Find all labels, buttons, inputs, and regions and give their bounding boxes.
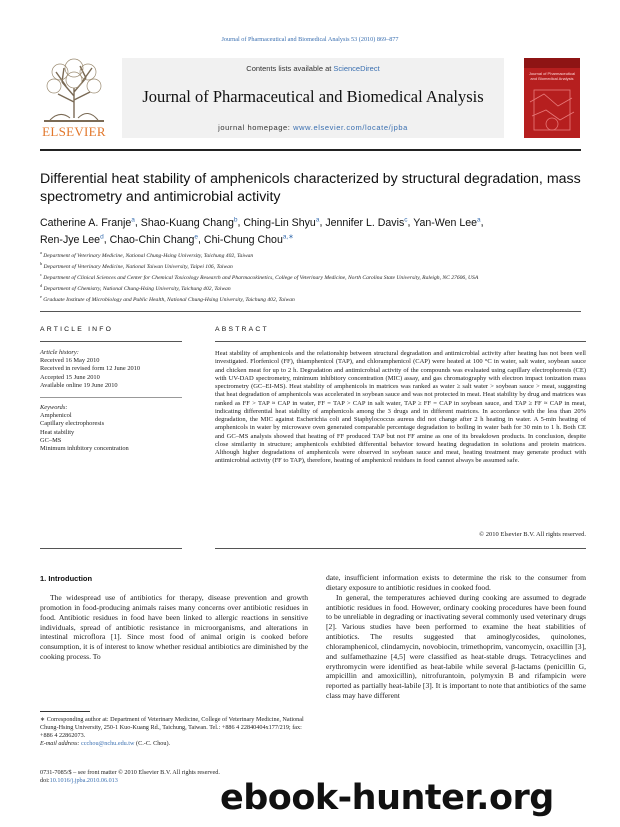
author[interactable] bbox=[325, 217, 407, 229]
elsevier-wordmark[interactable]: ELSEVIER bbox=[42, 124, 106, 139]
contents-prefix: Contents lists available at bbox=[246, 64, 334, 73]
email-link[interactable]: ccchou@nchu.edu.tw bbox=[81, 740, 135, 747]
masthead-panel bbox=[122, 58, 504, 138]
history-item: Accepted 15 June 2010 bbox=[40, 373, 100, 381]
article-title: Differential heat stability of amphenicols characterized by structural degradation, mass spectrometry and antimicrobial activity bbox=[40, 171, 581, 206]
article-info-heading: ARTICLE INFO bbox=[40, 326, 114, 333]
affiliation-text: Department of Chemistry, National Chung-Hsing University, Taichung 402, Taiwan bbox=[43, 286, 231, 293]
affiliation-mark: a bbox=[40, 250, 42, 255]
header-rule bbox=[40, 149, 581, 151]
affiliation-item bbox=[40, 249, 581, 260]
corresponding-author-footnote bbox=[40, 716, 310, 748]
author[interactable] bbox=[413, 217, 480, 229]
cover-artwork bbox=[524, 58, 580, 138]
divider bbox=[215, 548, 586, 549]
doi-link[interactable]: 10.1016/j.jpba.2010.06.013 bbox=[49, 777, 118, 784]
watermark: ebook-hunter.org bbox=[220, 778, 554, 818]
keyword: GC–MS bbox=[40, 436, 62, 444]
body-paragraph: date, insufficient information exists to determine the risk to the consumer from dietary exposure to antibiotic residues in cooked food. bbox=[326, 573, 586, 592]
journal-reference[interactable]: Journal of Pharmaceutical and Biomedical Analysis 53 (2010) 869–877 bbox=[221, 36, 399, 43]
email-label: E-mail address: bbox=[40, 740, 82, 747]
author-name: Catherine A. Franje bbox=[40, 216, 132, 229]
history-label: Article history: bbox=[40, 349, 79, 356]
history-item: Available online 19 June 2010 bbox=[40, 381, 118, 389]
author-affiliation-mark[interactable]: d bbox=[100, 233, 104, 241]
section-heading: 1. Introduction bbox=[40, 574, 93, 583]
cover-title: Journal of Pharmaceutical and Biomedical Analysis bbox=[528, 71, 576, 81]
footnote-rule bbox=[40, 711, 90, 712]
body-paragraph: In general, the temperatures achieved during cooking are assumed to degrade antibiotic residues in food. However, ordinary cooking procedures have been found to be unreliable in degrading or inactivating several commonly used veterinary drugs [2]. Various studies have been performed to examine the heat stabilities of antibiotics. The results suggested that aminoglycosides, quinolones, chloramphenicol, clindamycin, novobiocin, trimethoprim, vancomycin, oxacillin [3], and sulfamethazine [4,5] were classified as heat-stable drugs. Tetracyclines and erythromycin were identified as heat-labile while several β-lactams (penicillin G, ampicillin and amoxicillin), nitrofurantoin, polymyxin B and rifampicin were reported as partially heat-labile [3]. It is important to note that antibiotics of the same class may have different bbox=[326, 592, 586, 701]
copyright-notice: © 2010 Elsevier B.V. All rights reserved. bbox=[479, 531, 586, 538]
affiliation-mark: c bbox=[40, 272, 42, 278]
author-name: Ren-Jye Lee bbox=[40, 233, 101, 246]
author-affiliation-mark[interactable]: a bbox=[131, 216, 135, 223]
journal-title: Journal of Pharmaceutical and Biomedical Analysis bbox=[142, 87, 484, 106]
author[interactable] bbox=[110, 234, 198, 246]
affiliation-text: Department of Veterinary Medicine, National Chung-Hsing University, Taichung 402, Taiwan bbox=[43, 252, 254, 259]
author[interactable] bbox=[40, 234, 104, 246]
article-history bbox=[40, 349, 182, 390]
author-list: Catherine A. Franje$^a$, Shao-Kuang Chang$^b$, Ching-Lin Shyu$^a$, Jennifer L. Davis$^c$, Yan-Wen Lee$^a$, Ren-Jye Lee$^d$, Chao-Chin Chang$^e$, Chi-Chung Chou$^{a,∗}$ bbox=[40, 216, 484, 246]
abstract-heading: ABSTRACT bbox=[215, 326, 269, 333]
issn-line: 0731-7085/$ – see front matter © 2010 Elsevier B.V. All rights reserved. bbox=[40, 769, 220, 776]
keyword: Minimum inhibitory concentration bbox=[40, 445, 129, 453]
contents-line bbox=[122, 64, 504, 73]
history-item: Received in revised form 12 June 2010 bbox=[40, 365, 141, 373]
divider bbox=[40, 341, 182, 342]
affiliation-mark: d bbox=[40, 283, 43, 289]
author[interactable] bbox=[40, 217, 135, 229]
author[interactable] bbox=[204, 234, 294, 246]
author-name: Yan-Wen Lee bbox=[413, 216, 478, 229]
author-name: Shao-Kuang Chang bbox=[140, 216, 234, 229]
author-affiliation-mark[interactable]: a bbox=[477, 216, 481, 223]
divider bbox=[40, 548, 182, 549]
author-affiliation-mark[interactable]: a,∗ bbox=[282, 233, 294, 241]
history-item: Received 16 May 2010 bbox=[40, 357, 100, 365]
email-suffix: (C.-C. Chou). bbox=[134, 740, 171, 747]
keyword: Capillary electrophoresis bbox=[40, 420, 105, 428]
affiliation-mark: e bbox=[40, 294, 42, 300]
author[interactable] bbox=[141, 217, 238, 229]
affiliation-item bbox=[40, 293, 581, 304]
body-right-column bbox=[326, 573, 586, 701]
sciencedirect-link[interactable]: ScienceDirect bbox=[333, 64, 380, 73]
author-name: Jennifer L. Davis bbox=[325, 216, 405, 229]
divider bbox=[40, 311, 581, 312]
journal-header bbox=[40, 58, 581, 140]
journal-cover-image[interactable] bbox=[524, 58, 580, 138]
affiliation-text: Graduate Institute of Microbiology and Public Health, National Chung-Hsing University, Taichung 402, Taiwan bbox=[43, 297, 295, 304]
keywords bbox=[40, 404, 182, 453]
homepage-link[interactable]: www.elsevier.com/locate/jpba bbox=[293, 123, 408, 132]
affiliation-text: Department of Veterinary Medicine, National Taiwan University, Taipei 106, Taiwan bbox=[43, 263, 233, 270]
affiliation-item bbox=[40, 271, 581, 282]
author-affiliation-mark[interactable]: e bbox=[194, 233, 199, 241]
affiliation-item bbox=[40, 282, 581, 293]
keyword: Amphenicol bbox=[40, 412, 72, 420]
author-name: Chao-Chin Chang bbox=[109, 233, 195, 246]
affiliation-item bbox=[40, 260, 581, 271]
affiliation-list bbox=[40, 249, 581, 304]
author-affiliation-mark[interactable]: c bbox=[404, 216, 408, 223]
doi-label: doi: bbox=[40, 777, 50, 784]
author-affiliation-mark[interactable]: a bbox=[315, 216, 320, 223]
footnote-email bbox=[40, 740, 310, 748]
journal-homepage bbox=[122, 123, 504, 132]
abstract-text: Heat stability of amphenicols and the relationship between structural degradation and antimicrobial activity after heating has not been well investigated. Florfenicol (FF), thiamphenicol (TAP), and chloramphenicol (CAP) were heated at 100 °C in water, salt water, soybean sauce and chicken meat for up to 2 h. Degradation and antimicrobial activity of the compounds was evaluated using capillary electrophoresis (CE) with UV-DAD spectrometry, minimum inhibitory concentration (MIC) assay, and gas chromatography with electron impact ionization mass spectrometry (GC–EI-MS). Heat stability of amphenicols in matrices was ranked as water ≥ salt water > soybean sauce > meat, suggesting that heat degradation of amphenicols was accelerated in soybean sauce and was not protected in meat. Heat stability by drug and matrices was ranked as FF > TAP ≈ CAP in water, FF = TAP > CAP in salt water, TAP ≥ FF = CAP in soybean sauce, and TAP ≥ FF ≈ CAP in meat, indicating differential heat stability of amphenicols among the 3 drugs and in different matrices. In accordance with the less than 20% degradation, the MIC against Escherichia coli and Staphylococcus aureus did not change after 2 h heating in water. A 5-min heating of amphenicols in water by microwave oven generated comparable percentage degradation to boiling in water bath for 30 min to 1 h. Both CE and GC–MS analysis showed that heating of FF produced TAP but not FF amine as one of its breakdown products. In conclusion, despite close similarity in structure; amphenicols exhibited differential behavior toward heating degradation in solutions and protein matrices. Although higher degradations of amphenicols were observed in soybean sauce and meat, heating treatment may generate product with antimicrobial activity (FF to TAP), therefore, heating of amphenicol residues in food cannot always be assumed safe. bbox=[215, 350, 586, 465]
divider bbox=[40, 397, 182, 398]
body-left-column bbox=[40, 593, 308, 662]
body-paragraph: The widespread use of antibiotics for therapy, disease prevention and growth promotion in food-producing animals raises many concerns over antibiotic residues in food. Antibiotic residues in food have been linked to allergic reactions in sensitive individuals, spread of antibiotic resistance in microorganisms, and alterations in intestinal microflora [1]. Since most food of animal origin is cooked before consumption, it is of interest to know whether residual antibiotics are diminished by the cooking process. To bbox=[40, 593, 308, 662]
affiliation-text: Department of Clinical Sciences and Center for Chemical Toxicology Research and Pharmacokinetics, College of Veterinary Medicine, North Carolina State University, Raleigh, NC 27606, USA bbox=[43, 274, 479, 281]
keyword: Heat stability bbox=[40, 428, 75, 436]
keywords-label: Keywords: bbox=[40, 404, 68, 411]
homepage-label: journal homepage: bbox=[218, 123, 294, 132]
author-affiliation-mark[interactable]: b bbox=[233, 216, 238, 223]
author[interactable] bbox=[243, 217, 319, 229]
author-name: Chi-Chung Chou bbox=[203, 233, 283, 246]
footnote-text: ∗ Corresponding author at: Department of Veterinary Medicine, College of Veterinary Medicine, National Chung-Hsing University, 250-1 Kuo-Kuang Rd., Taichung, Taiwan. Tel.: +886 4 22840404x177/219; fax: +886 4 22862073. bbox=[40, 716, 304, 739]
author-name: Ching-Lin Shyu bbox=[243, 216, 316, 229]
divider bbox=[215, 341, 586, 342]
affiliation-mark: b bbox=[40, 261, 43, 267]
